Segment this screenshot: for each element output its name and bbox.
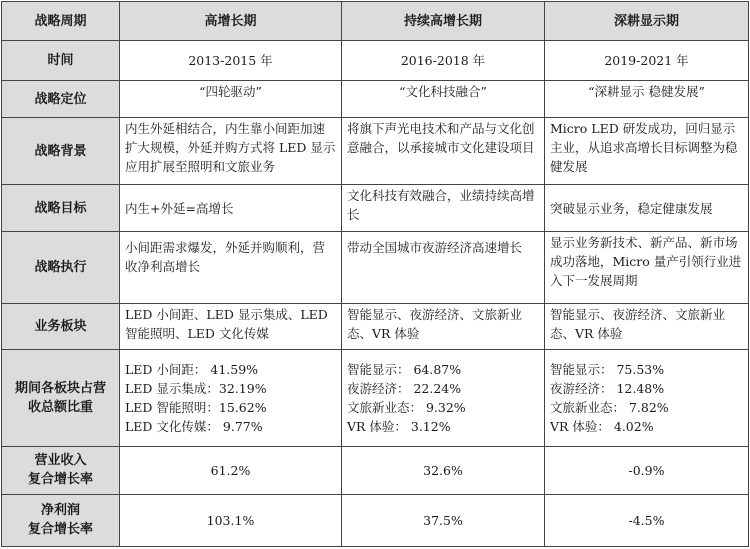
row-profit-cagr bbox=[2, 494, 749, 546]
share-item: VR 体验： 4.02% bbox=[550, 418, 654, 434]
share-item: LED 文化传媒： 9.77% bbox=[125, 418, 263, 434]
time-period-3: 2019-2021 年 bbox=[545, 41, 749, 81]
share-label-line-1: 期间各板块占营 bbox=[14, 380, 106, 396]
profit-label-line-2: 复合增长率 bbox=[27, 522, 93, 538]
goal-period-1: 内生+外延=高增长 bbox=[120, 185, 342, 232]
share-item: LED 智能照明：15.62% bbox=[125, 399, 267, 415]
header-period-2: 持续高增长期 bbox=[342, 2, 545, 41]
row-execution bbox=[2, 232, 749, 303]
goal-period-3: 突破显示业务，稳定健康发展 bbox=[545, 185, 749, 232]
revenue-label-line-2: 复合增长率 bbox=[27, 472, 93, 488]
revenue-label-line-1: 营业收入 bbox=[34, 453, 87, 469]
execution-period-2: 带动全国城市夜游经济高速增长 bbox=[342, 232, 545, 303]
goal-period-2: 文化科技有效融合，业绩持续高增长 bbox=[342, 185, 545, 232]
profit-label-line-1: 净利润 bbox=[40, 503, 80, 519]
share-item: LED 显示集成：32.19% bbox=[125, 380, 267, 396]
row-label-revenue-cagr bbox=[2, 446, 120, 494]
revenue-cagr-period-2: 32.6% bbox=[342, 446, 545, 494]
share-item: 智能显示： 64.87% bbox=[347, 361, 462, 377]
revenue-cagr-period-3: -0.9% bbox=[545, 446, 749, 494]
row-label-profit-cagr bbox=[2, 494, 120, 546]
row-time bbox=[2, 41, 749, 81]
header-period-1: 高增长期 bbox=[120, 2, 342, 41]
row-positioning bbox=[2, 81, 749, 118]
row-label-goal: 战略目标 bbox=[2, 185, 120, 232]
row-background bbox=[2, 118, 749, 185]
share-period-3 bbox=[545, 349, 749, 446]
background-period-2: 将旗下声光电技术和产品与文化创意融合，以承接城市文化建设项目 bbox=[342, 118, 545, 185]
row-label-share bbox=[2, 349, 120, 446]
header-period-3: 深耕显示期 bbox=[545, 2, 749, 41]
row-label-background: 战略背景 bbox=[2, 118, 120, 185]
share-item: LED 小间距： 41.59% bbox=[125, 361, 259, 377]
segments-period-2: 智能显示、夜游经济、文旅新业态、VR 体验 bbox=[342, 303, 545, 349]
background-period-3: Micro LED 研发成功，回归显示主业，从追求高增长目标调整为稳健发展 bbox=[545, 118, 749, 185]
positioning-period-3: “深耕显示 稳健发展” bbox=[545, 81, 749, 118]
segments-period-3: 智能显示、夜游经济、文旅新业态、VR 体验 bbox=[545, 303, 749, 349]
profit-cagr-period-1: 103.1% bbox=[120, 494, 342, 546]
profit-cagr-period-3: -4.5% bbox=[545, 494, 749, 546]
share-item: 夜游经济： 22.24% bbox=[347, 380, 462, 396]
segments-period-1: LED 小间距、LED 显示集成、LED 智能照明、LED 文化传媒 bbox=[120, 303, 342, 349]
profit-cagr-period-2: 37.5% bbox=[342, 494, 545, 546]
header-row bbox=[2, 2, 749, 41]
time-period-1: 2013-2015 年 bbox=[120, 41, 342, 81]
header-label: 战略周期 bbox=[2, 2, 120, 41]
row-share bbox=[2, 349, 749, 446]
background-period-1: 内生外延相结合，内生靠小间距加速扩大规模，外延并购方式将 LED 显示应用扩展至照明和文旅业务 bbox=[120, 118, 342, 185]
positioning-period-2: “文化科技融合” bbox=[342, 81, 545, 118]
share-period-1 bbox=[120, 349, 342, 446]
share-item: 文旅新业态： 9.32% bbox=[347, 399, 466, 415]
execution-period-3: 显示业务新技术、新产品、新市场成功落地，Micro 量产引领行业进入下一发展周期 bbox=[545, 232, 749, 303]
share-item: 夜游经济： 12.48% bbox=[550, 380, 665, 396]
share-item: 智能显示： 75.53% bbox=[550, 361, 665, 377]
row-revenue-cagr bbox=[2, 446, 749, 494]
execution-period-1: 小间距需求爆发，外延并购顺利，营收净利高增长 bbox=[120, 232, 342, 303]
row-label-segments: 业务板块 bbox=[2, 303, 120, 349]
share-item: VR 体验： 3.12% bbox=[347, 418, 451, 434]
revenue-cagr-period-1: 61.2% bbox=[120, 446, 342, 494]
row-label-positioning: 战略定位 bbox=[2, 81, 120, 118]
strategy-periods-table bbox=[1, 1, 749, 547]
share-item: 文旅新业态： 7.82% bbox=[550, 399, 669, 415]
positioning-period-1: “四轮驱动” bbox=[120, 81, 342, 118]
row-goal bbox=[2, 185, 749, 232]
row-segments bbox=[2, 303, 749, 349]
share-label-line-2: 收总额比重 bbox=[27, 399, 93, 415]
row-label-execution: 战略执行 bbox=[2, 232, 120, 303]
row-label-time: 时间 bbox=[2, 41, 120, 81]
share-period-2 bbox=[342, 349, 545, 446]
time-period-2: 2016-2018 年 bbox=[342, 41, 545, 81]
